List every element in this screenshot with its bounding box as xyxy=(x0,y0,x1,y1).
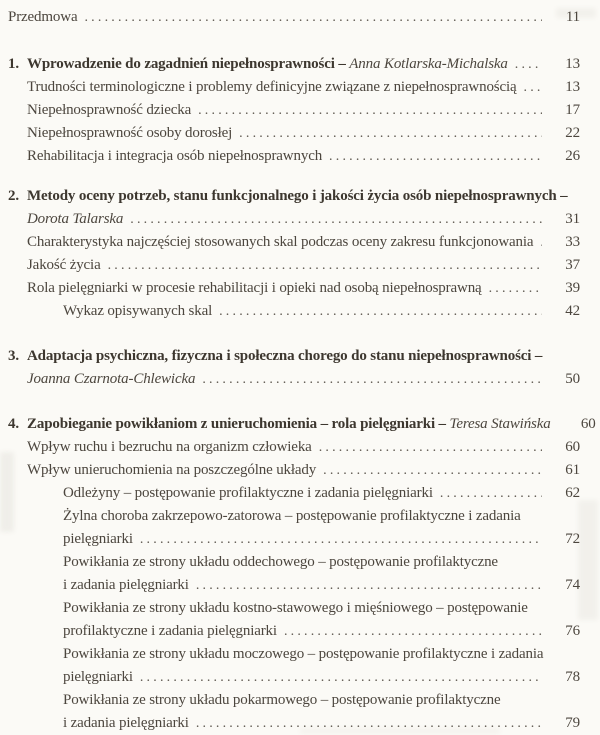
toc-entry xyxy=(8,122,580,145)
dot-leader xyxy=(515,53,542,76)
dot-leader xyxy=(198,99,542,122)
entry-text-segment: pielęgniarki xyxy=(63,669,133,685)
page-number: 13 xyxy=(565,56,580,72)
entry-title xyxy=(27,413,551,436)
entry-text-segment: Niepełnosprawność osoby dorosłej xyxy=(27,125,233,141)
page-number: 17 xyxy=(565,102,580,118)
toc-entry xyxy=(8,528,580,551)
dot-leader xyxy=(140,666,542,689)
toc-entry xyxy=(8,574,580,597)
entry-title xyxy=(27,277,482,300)
entry-text-segment: Dorota Talarska xyxy=(27,211,124,227)
page-number: 31 xyxy=(565,211,580,227)
entry-title xyxy=(63,482,433,505)
page-number: 26 xyxy=(565,148,580,164)
entry-text-segment: Wprowadzenie do zagadnień niepełnosprawności – xyxy=(27,56,350,72)
entry-text-segment: Metody oceny potrzeb, stanu funkcjonalnego i jakości życia osób niepełnosprawnych – xyxy=(27,188,568,204)
entry-text-segment: Zapobieganie powikłaniom z unieruchomienia – rola pielęgniarki – xyxy=(27,416,450,432)
entry-text-segment: Trudności terminologiczne i problemy definicyjne związane z niepełnosprawnością xyxy=(27,79,517,95)
entry-text-segment: Powikłania ze strony układu moczowego – postępowanie profilaktyczne i zadania xyxy=(63,646,544,662)
page-number: 79 xyxy=(565,715,580,731)
entry-title xyxy=(63,666,133,689)
dot-leader xyxy=(284,620,542,643)
toc-entry xyxy=(8,551,580,574)
entry-title xyxy=(63,620,277,643)
toc-entry xyxy=(8,666,580,689)
entry-text-segment: Adaptacja psychiczna, fizyczna i społeczna chorego do stanu niepełnosprawności – xyxy=(27,348,543,364)
page-number: 37 xyxy=(565,257,580,273)
entry-text-segment: Odleżyny – postępowanie profilaktyczne i zadania pielęgniarki xyxy=(63,485,433,501)
chapter-number: 2. xyxy=(8,188,19,204)
entry-text-segment: pielęgniarki xyxy=(63,531,133,547)
entry-text-segment: Teresa Stawińska xyxy=(449,416,551,432)
entry-title xyxy=(27,208,123,231)
entry-title xyxy=(27,436,312,459)
page-number: 61 xyxy=(565,462,580,478)
chapter-number: 1. xyxy=(8,56,19,72)
entry-text-segment: Rehabilitacja i integracja osób niepełnosprawnych xyxy=(27,148,323,164)
page-number: 13 xyxy=(565,79,580,95)
entry-text-segment: Wpływ ruchu i bezruchu na organizm człowieka xyxy=(27,439,312,455)
entry-title xyxy=(63,574,189,597)
entry-title xyxy=(63,300,212,323)
entry-title xyxy=(63,528,133,551)
entry-text-segment: Powikłania ze strony układu kostno-stawowego i mięśniowego – postępowanie xyxy=(63,600,528,616)
dot-leader xyxy=(440,482,542,505)
page-number: 11 xyxy=(565,9,580,25)
dot-leader xyxy=(84,6,542,29)
toc-entry xyxy=(8,413,596,436)
entry-title xyxy=(8,6,77,29)
entry-title xyxy=(27,345,542,368)
entry-title xyxy=(63,597,528,620)
toc-entry xyxy=(8,505,580,528)
dot-leader xyxy=(130,208,542,231)
dot-leader xyxy=(219,300,542,323)
dot-leader xyxy=(140,528,542,551)
entry-text-segment: Niepełnosprawność dziecka xyxy=(27,102,192,118)
dot-leader xyxy=(540,231,542,254)
dot-leader xyxy=(319,436,542,459)
entry-title xyxy=(27,459,316,482)
dot-leader xyxy=(239,122,542,145)
page-number: 50 xyxy=(565,371,580,387)
entry-text-segment: Przedmowa xyxy=(8,9,78,25)
dot-leader xyxy=(489,277,542,300)
entry-title xyxy=(63,689,500,712)
toc-entry xyxy=(8,6,580,29)
entry-text-segment: profilaktyczne i zadania pielęgniarki xyxy=(63,623,277,639)
entry-title xyxy=(27,254,101,277)
toc-entry xyxy=(8,712,580,735)
entry-text-segment: Powikłania ze strony układu oddechowego – postępowanie profilaktyczne xyxy=(63,554,498,570)
toc-entry xyxy=(8,643,580,666)
entry-text-segment: Wykaz opisywanych skal xyxy=(63,303,213,319)
entry-text-segment: Żylna choroba zakrzepowo-zatorowa – postępowanie profilaktyczne i zadania xyxy=(63,508,521,524)
entry-title xyxy=(63,712,189,735)
dot-leader xyxy=(329,145,542,168)
chapter-number: 3. xyxy=(8,348,19,364)
dot-leader xyxy=(323,459,542,482)
toc-entry xyxy=(8,300,580,323)
entry-text-segment: Joanna Czarnota-Chlewicka xyxy=(27,371,196,387)
page-number: 76 xyxy=(565,623,580,639)
page-number: 78 xyxy=(565,669,580,685)
entry-text-segment: i zadania pielęgniarki xyxy=(63,577,189,593)
entry-title xyxy=(27,53,508,76)
entry-title xyxy=(27,185,568,208)
dot-leader xyxy=(196,574,542,597)
page-number: 72 xyxy=(565,531,580,547)
toc-entry xyxy=(8,99,580,122)
toc-entry xyxy=(8,185,580,208)
toc-entry xyxy=(8,345,580,368)
toc-entry xyxy=(8,482,580,505)
entry-text-segment: Powikłania ze strony układu pokarmowego – postępowanie profilaktyczne xyxy=(63,692,501,708)
chapter-number: 4. xyxy=(8,416,19,432)
dot-leader xyxy=(108,254,542,277)
entry-text-segment: Jakość życia xyxy=(27,257,101,273)
entry-title xyxy=(63,551,498,574)
entry-text-segment: Anna Kotlarska-Michalska xyxy=(349,56,508,72)
entry-title xyxy=(63,505,521,528)
toc-entry xyxy=(8,145,580,168)
entry-title xyxy=(27,231,533,254)
toc-entry xyxy=(8,436,580,459)
entry-title xyxy=(27,76,517,99)
page-number: 62 xyxy=(565,485,580,501)
toc-entry xyxy=(8,231,580,254)
toc-entry xyxy=(8,689,580,712)
toc-entry xyxy=(8,459,580,482)
entry-text-segment: Wpływ unieruchomienia na poszczególne układy xyxy=(27,462,317,478)
page-number: 39 xyxy=(565,280,580,296)
page-number: 60 xyxy=(565,439,580,455)
page-number: 74 xyxy=(565,577,580,593)
toc-entry xyxy=(8,368,580,391)
dot-leader xyxy=(524,76,542,99)
dot-leader xyxy=(202,368,542,391)
toc-entry xyxy=(8,277,580,300)
entry-title xyxy=(27,122,232,145)
entry-title xyxy=(27,99,191,122)
entry-title xyxy=(27,368,195,391)
page-number: 42 xyxy=(565,303,580,319)
entry-text-segment: Charakterystyka najczęściej stosowanych skal podczas oceny zakresu funkcjonowania xyxy=(27,234,534,250)
page-number: 22 xyxy=(565,125,580,141)
entry-text-segment: Rola pielęgniarki w procesie rehabilitacji i opieki nad osobą niepełnosprawną xyxy=(27,280,482,296)
dot-leader xyxy=(196,712,542,735)
toc-entry xyxy=(8,208,580,231)
entry-title xyxy=(63,643,543,666)
page-number: 60 xyxy=(580,416,596,432)
page-number: 33 xyxy=(565,234,580,250)
entry-title xyxy=(27,145,322,168)
toc-entry xyxy=(8,53,580,76)
toc-entry xyxy=(8,620,580,643)
entry-text-segment: i zadania pielęgniarki xyxy=(63,715,189,731)
toc-entry xyxy=(8,254,580,277)
toc-entry xyxy=(8,597,580,620)
toc-entry xyxy=(8,76,580,99)
